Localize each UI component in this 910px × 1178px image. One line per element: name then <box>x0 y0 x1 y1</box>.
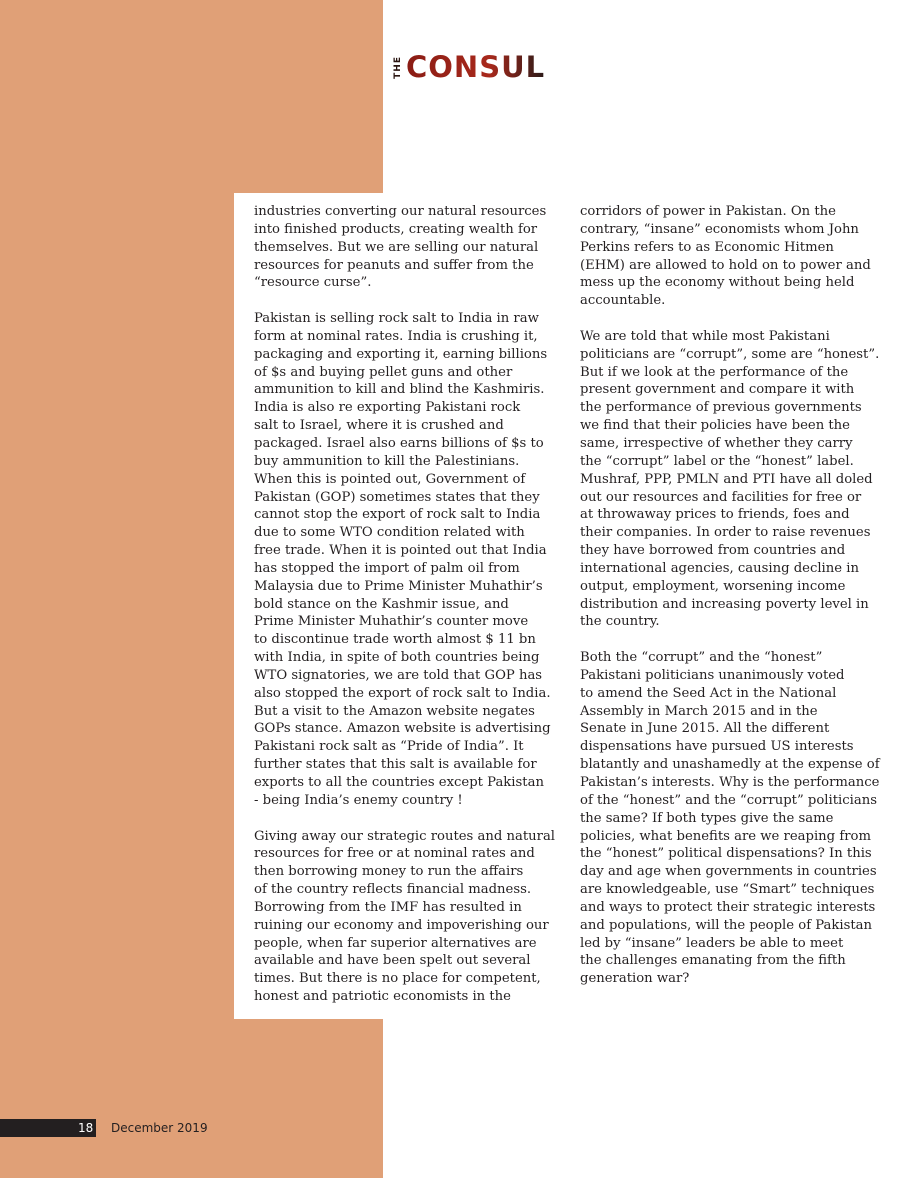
paragraph: We are told that while most Pakistani politicians are “corrupt”, some are “honest”. But if we look at the performance of the present government and compare it with the performance of previous governments we find that their policies have been the same, irrespective of whether they carry the “corrupt” label or the “honest” label. Mushraf, PPP, PMLN and PTI have all doled out our resources and facilities for free or at throwaway prices to friends, foes and their companies. In order to raise revenues they have borrowed from countries and international agencies, causing decline in output, employment, worsening income distribution and increasing poverty level in the country. <box>580 328 880 630</box>
paragraph: Pakistan is selling rock salt to India in raw form at nominal rates. India is crushing it, packaging and exporting it, earning billions of $s and buying pellet guns and other ammunition to kill and blind the Kashmiris. India is also re exporting Pakistani rock salt to Israel, where it is crushed and packaged. Israel also earns billions of $s to buy ammunition to kill the Palestinians. When this is pointed out, Government of Pakistan (GOP) sometimes states that they cannot stop the export of rock salt to India due to some WTO condition related with free trade. When it is pointed out that India has stopped the import of palm oil from Malaysia due to Prime Minister Muhathir’s bold stance on the Kashmir issue, and Prime Minister Muhathir’s counter move to discontinue trade worth almost $ 11 bn with India, in spite of both countries being WTO signatories, we are told that GOP has also stopped the export of rock salt to India. But a visit to the Amazon website negates GOPs stance. Amazon website is advertising Pakistani rock salt as “Pride of India”. It further states that this salt is available for exports to all the countries except Pakistan - being India’s enemy country ! <box>254 311 551 808</box>
paragraph: industries converting our natural resources into finished products, creating wealth for themselves. But we are selling our natural resources for peanuts and suffer from the “resource curse”. <box>254 204 547 291</box>
paragraph: Giving away our strategic routes and natural resources for free or at nominal rates and then borrowing money to run the affairs of the country reflects financial madness. Borrowing from the IMF has resulted in ruining our economy and impoverishing our people, when far superior alternatives are available and have been spelt out several times. But there is no place for competent, honest and patriotic economists in the <box>254 828 556 1005</box>
issue-date: December 2019 <box>111 1121 208 1135</box>
paragraph: corridors of power in Pakistan. On the contrary, “insane” economists whom John Perkins refers to as Economic Hitmen (EHM) are allowed to hold on to power and mess up the economy without being held accountable. <box>580 204 871 309</box>
article-column-left <box>254 203 566 1024</box>
page-number: 18 <box>78 1121 94 1135</box>
paragraph: Both the “corrupt” and the “honest” Pakistani politicians unanimously voted to amend the Seed Act in the National Assembly in March 2015 and in the Senate in June 2015. All the different dispensations have pursued US interests blatantly and unashamedly at the expense of Pakistan’s interests. Why is the performance of the “honest” and the “corrupt” politicians the same? If both types give the same policies, what benefits are we reaping from the “honest” political dispensations? In this day and age when governments in countries are knowledgeable, use “Smart” techniques and ways to protect their strategic interests and populations, will the people of Pakistan led by “insane” leaders be able to meet the challenges emanating from the fifth generation war? <box>580 650 880 987</box>
article-column-right <box>580 203 895 1006</box>
masthead-name: CONSUL <box>406 49 546 84</box>
masthead-logo <box>394 50 545 84</box>
masthead-the: THE <box>393 55 403 79</box>
